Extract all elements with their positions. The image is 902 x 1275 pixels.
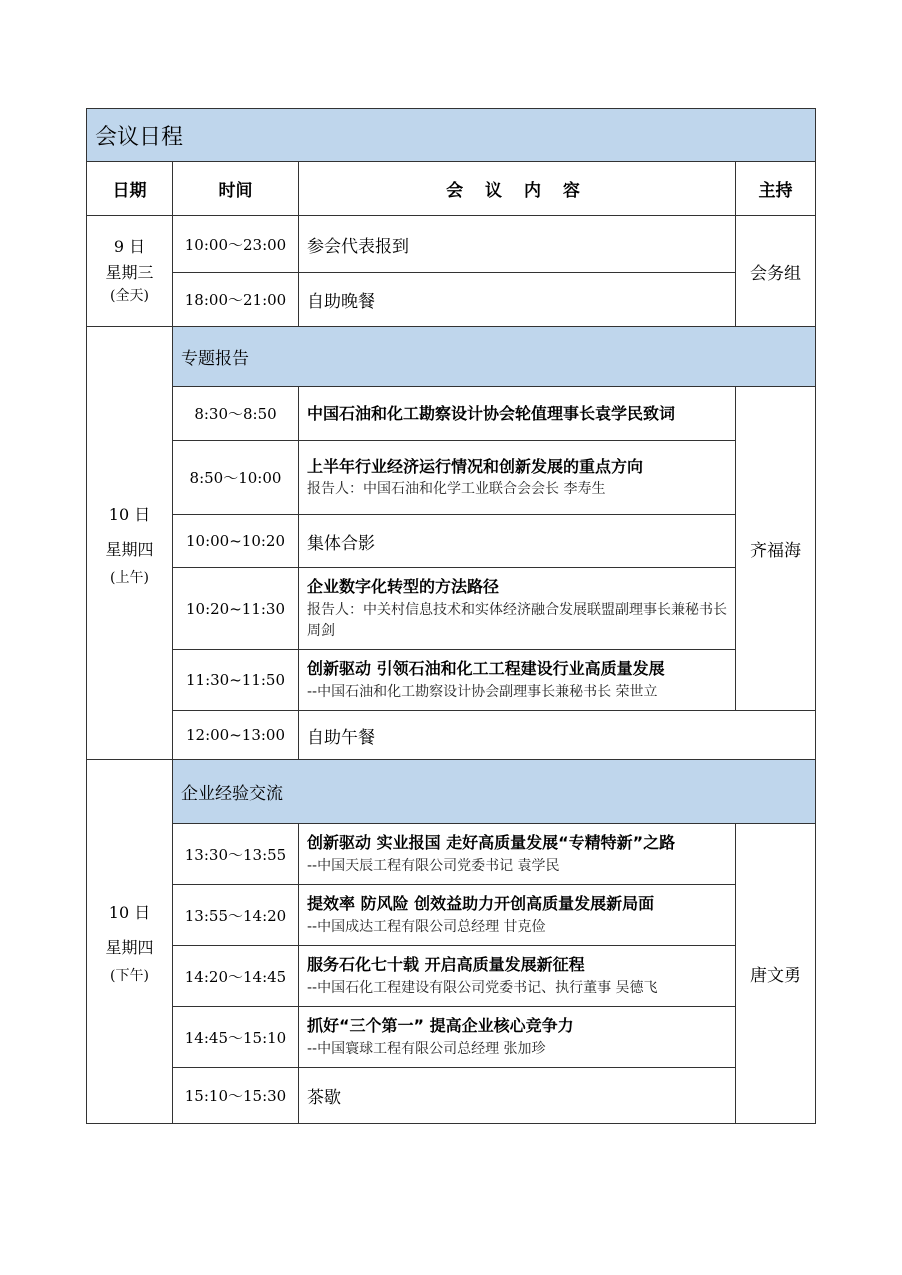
talk-title: 上半年行业经济运行情况和创新发展的重点方向 — [307, 456, 644, 476]
table-row — [87, 650, 816, 711]
time-cell: 10:00～23:00 — [173, 216, 299, 273]
talk-title: 企业数字化转型的方法路径 — [307, 577, 500, 597]
date-weekday: 星期三 — [105, 262, 154, 282]
table-row — [87, 885, 816, 946]
table-row — [87, 824, 816, 885]
time-cell: 10:00~10:20 — [173, 515, 299, 568]
talk-title: 中国石油和化工勘察设计协会轮值理事长袁学民致词 — [307, 403, 676, 423]
section-header: 专题报告 — [173, 327, 816, 387]
time-cell: 8:50～10:00 — [173, 441, 299, 515]
content-cell — [299, 1007, 736, 1068]
time-cell: 14:45～15:10 — [173, 1007, 299, 1068]
speaker-line: --中国成达工程有限公司总经理 甘克俭 — [307, 918, 546, 935]
table-row — [87, 515, 816, 568]
date-weekday: 星期四 — [105, 938, 154, 958]
time-cell: 15:10～15:30 — [173, 1068, 299, 1124]
time-cell: 14:20～14:45 — [173, 946, 299, 1007]
time-cell: 10:20~11:30 — [173, 568, 299, 650]
date-weekday: 星期四 — [105, 539, 154, 559]
header-date: 日期 — [87, 162, 173, 216]
date-cell-day3 — [87, 760, 173, 1124]
talk-title: 服务石化七十载 开启高质量发展新征程 — [307, 955, 585, 975]
talk-title: 创新驱动 引领石油和化工工程建设行业高质量发展 — [307, 659, 665, 679]
talk-title: 提效率 防风险 创效益助力开创高质量发展新局面 — [307, 894, 655, 914]
content-cell: 自助午餐 — [299, 711, 816, 760]
content-cell — [299, 387, 736, 441]
table-row — [87, 711, 816, 760]
content-cell: 茶歇 — [299, 1068, 736, 1124]
time-cell: 12:00~13:00 — [173, 711, 299, 760]
page-title: 会议日程 — [87, 109, 816, 162]
table-row — [87, 946, 816, 1007]
table-row — [87, 441, 816, 515]
content-cell: 参会代表报到 — [299, 216, 736, 273]
header-host: 主持 — [736, 162, 816, 216]
section-row — [87, 760, 816, 824]
header-content: 会 议 内 容 — [299, 162, 736, 216]
host-cell: 会务组 — [736, 216, 816, 327]
content-cell — [299, 824, 736, 885]
date-day: 9 日 — [113, 237, 146, 257]
speaker-line: --中国石化工程建设有限公司党委书记、执行董事 吴德飞 — [307, 979, 658, 996]
table-row — [87, 1007, 816, 1068]
time-cell: 8:30～8:50 — [173, 387, 299, 441]
time-cell: 13:55～14:20 — [173, 885, 299, 946]
content-cell — [299, 441, 736, 515]
speaker-line: --中国石油和化工勘察设计协会副理事长兼秘书长 荣世立 — [307, 683, 658, 700]
header-row — [87, 162, 816, 216]
date-cell-day2 — [87, 327, 173, 760]
content-cell — [299, 568, 736, 650]
content-cell — [299, 650, 736, 711]
talk-title: 抓好“三个第一” 提高企业核心竞争力 — [307, 1016, 574, 1036]
date-period: (上午) — [110, 569, 149, 586]
speaker-line: --中国天辰工程有限公司党委书记 袁学民 — [307, 857, 560, 874]
section-header: 企业经验交流 — [173, 760, 816, 824]
content-cell — [299, 885, 736, 946]
date-day: 10 日 — [108, 504, 151, 524]
section-row — [87, 327, 816, 387]
speaker-line: 报告人：中关村信息技术和实体经济融合发展联盟副理事长兼秘书长 周剑 — [307, 601, 727, 640]
content-cell — [299, 946, 736, 1007]
time-cell: 13:30～13:55 — [173, 824, 299, 885]
date-period: (全天) — [110, 288, 149, 305]
date-day: 10 日 — [108, 903, 151, 923]
schedule-table — [86, 108, 816, 1124]
header-time: 时间 — [173, 162, 299, 216]
date-period: (下午) — [110, 968, 149, 985]
host-cell: 齐福海 — [736, 387, 816, 711]
date-cell-day1 — [87, 216, 173, 327]
table-row — [87, 273, 816, 327]
table-row — [87, 568, 816, 650]
time-cell: 18:00～21:00 — [173, 273, 299, 327]
speaker-line: --中国寰球工程有限公司总经理 张加珍 — [307, 1040, 546, 1057]
time-cell: 11:30~11:50 — [173, 650, 299, 711]
content-cell: 自助晚餐 — [299, 273, 736, 327]
table-row — [87, 387, 816, 441]
table-row — [87, 216, 816, 273]
content-cell: 集体合影 — [299, 515, 736, 568]
talk-title: 创新驱动 实业报国 走好高质量发展“专精特新”之路 — [307, 833, 676, 853]
table-row — [87, 1068, 816, 1124]
host-cell: 唐文勇 — [736, 824, 816, 1124]
speaker-line: 报告人：中国石油和化学工业联合会会长 李寿生 — [307, 481, 606, 498]
